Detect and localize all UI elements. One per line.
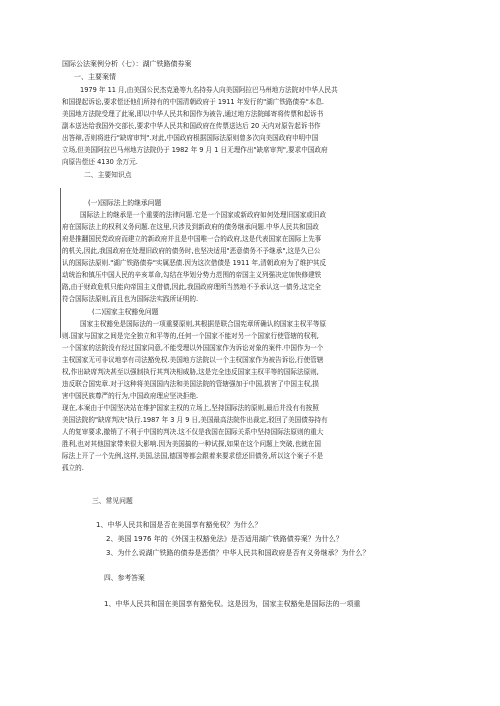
paragraph-line: 路,由于财政危机只能向帝国主义借债,因此,我国政府理所当然地不予承认这一债务,这完全	[62, 283, 321, 291]
paragraph-line: 权,作出缺席判决甚至以强制执行其判决相威胁,这是完全违反国家主权平等的国际法原则,	[62, 368, 319, 376]
section3-heading: 三、常见问题	[92, 497, 133, 505]
paragraph-line: 胜利,也对其他国家带来很大影响.因为美国搞的一种试探,如果在这个问题上突破,也就在国	[62, 440, 321, 448]
paragraph-line: 和国提起诉讼,要求偿还他们所持有的中国清朝政府于 1911 年发行的"湖广铁路债券"本息.	[62, 98, 325, 106]
paragraph-line: 主权国家无可非议地享有司法豁免权.美国地方法院以一个主权国家作为被告诉讼,行使管辖	[62, 356, 324, 364]
answer-line: 1、中华人民共和国在美国享有豁免权。这是因为，国家主权豁免是国际法的一项重	[104, 600, 361, 608]
paragraph-line: 立场,但美国阿拉巴马州地方法院仍于 1982 年 9 月 1 日无理作出"缺席审判",要求中国政府	[62, 146, 328, 154]
paragraph-line: 人的复审要求,撤销了不利于中国的判决.这不仅是我国在国际关系中坚持国际法原则的重大	[62, 428, 324, 436]
question-item: 3、为什么说湖广铁路的债券是恶债？中华人民共和国政府是否有义务继承？为什么？	[106, 549, 370, 557]
paragraph-line: 府在国际法上的权利义务问题.在这里,只涉及到新政府的债务继承问题.中华人民共和国政	[62, 223, 319, 231]
paragraph-line: 符合国际法原则,而且也为国际法实践所证明的.	[62, 295, 199, 303]
paragraph-line: 的机关,因此,我国政府在处理旧政府的债务时,也坚决适用"恶意债务不予继承",这是久已公	[62, 247, 321, 255]
paragraph-line: 孤立的.	[62, 464, 84, 472]
paragraph-line: 出答辩,否则将进行"缺席审判".对此,中国政府根据国际法原则曾多次向美国政府申明中国	[62, 134, 319, 142]
sub1-heading: (一)国际法上的继承问题	[88, 199, 162, 207]
paragraph-line: 则.国家与国家之间是完全独立和平等的,任何一个国家不能对另一个国家行使管辖的权利,	[62, 332, 319, 340]
paragraph-line: 向原告偿还 4130 余万元.	[62, 158, 138, 166]
paragraph-line: 府是推翻国民党政府而建立的新政府并且是中国唯一合的政府,这是代表国家在国际上先事	[62, 235, 322, 243]
paragraph-line: 国家主权豁免是国际法的一项重要原则,其根据是联合国宪章所确认的国家主权平等原	[80, 320, 327, 328]
frame-border	[60, 188, 61, 338]
paragraph-line: 一个国家的法院没有经过国家同意,不能受理以外国国家作为诉讼对象的案件.中国作为一个	[62, 344, 324, 352]
paragraph-line: 1979 年 11 月,由美国公民杰克逊等九名持券人向美国阿拉巴马州地方法院对中华人民共	[80, 86, 338, 94]
section2-heading: 二、主要知识点	[84, 171, 132, 179]
question-item: 1、中华人民共和国是否在美国享有豁免权？为什么？	[96, 521, 262, 529]
paragraph-line: 违反联合国宪章.对于这种将美国国内法和美国法院的管辖强加于中国,损害了中国主权,损	[62, 380, 319, 388]
document-title: 国际公法案例分析（七）：湖广铁路债券案	[62, 60, 192, 68]
paragraph-line: 害中国民族尊严的行为,中国政府理应坚决拒绝.	[62, 392, 199, 400]
section1-heading: 一、主要案情	[74, 73, 116, 81]
paragraph-line: 动统治和镇压中国人民的辛亥革命,勾结在华划分势力范围的帝国主义列强决定加快修建铁	[62, 271, 322, 279]
section4-heading: 四、参考答案	[104, 574, 145, 582]
paragraph-line: 副本送达给我国外交部长,要求中华人民共和国政府在传票送达后 20 天内对原告起诉书作	[62, 122, 321, 130]
question-item: 2、美国 1976 年的《外国主权豁免法》是否适用湖广铁路债券案？为什么？	[106, 535, 343, 543]
paragraph-line: 美国法院的"缺席判决"执行.1987 年 3 月 9 日,美国最高法院作出裁定,驳回了美国债券持有	[62, 416, 328, 424]
sub2-heading: (二)国家主权豁免问题	[92, 308, 159, 316]
paragraph-line: 认的国际法原则."湖广铁路债券"实属恶债.因为这次借债是 1911 年,清朝政府为了维护其反	[62, 259, 327, 267]
paragraph-line: 国际法上的继承是一个重要的法律问题.它是一个国家或新政府如何处理旧国家或旧政	[80, 211, 327, 219]
paragraph-line: 际法上开了一个先例,这样,美国,法国,德国等都会跟着来要求偿还旧债务,所以这个案子不是	[62, 452, 324, 460]
paragraph-line: 现在,本案由于中国坚决站在维护国家主权的立场上,坚持国际法的原则,最后并没有有按照	[62, 404, 319, 412]
paragraph-line: 美国地方法院受理了此案,即以中华人民共和国作为被告,通过地方法院邮寄将传票和起诉书	[62, 110, 324, 118]
